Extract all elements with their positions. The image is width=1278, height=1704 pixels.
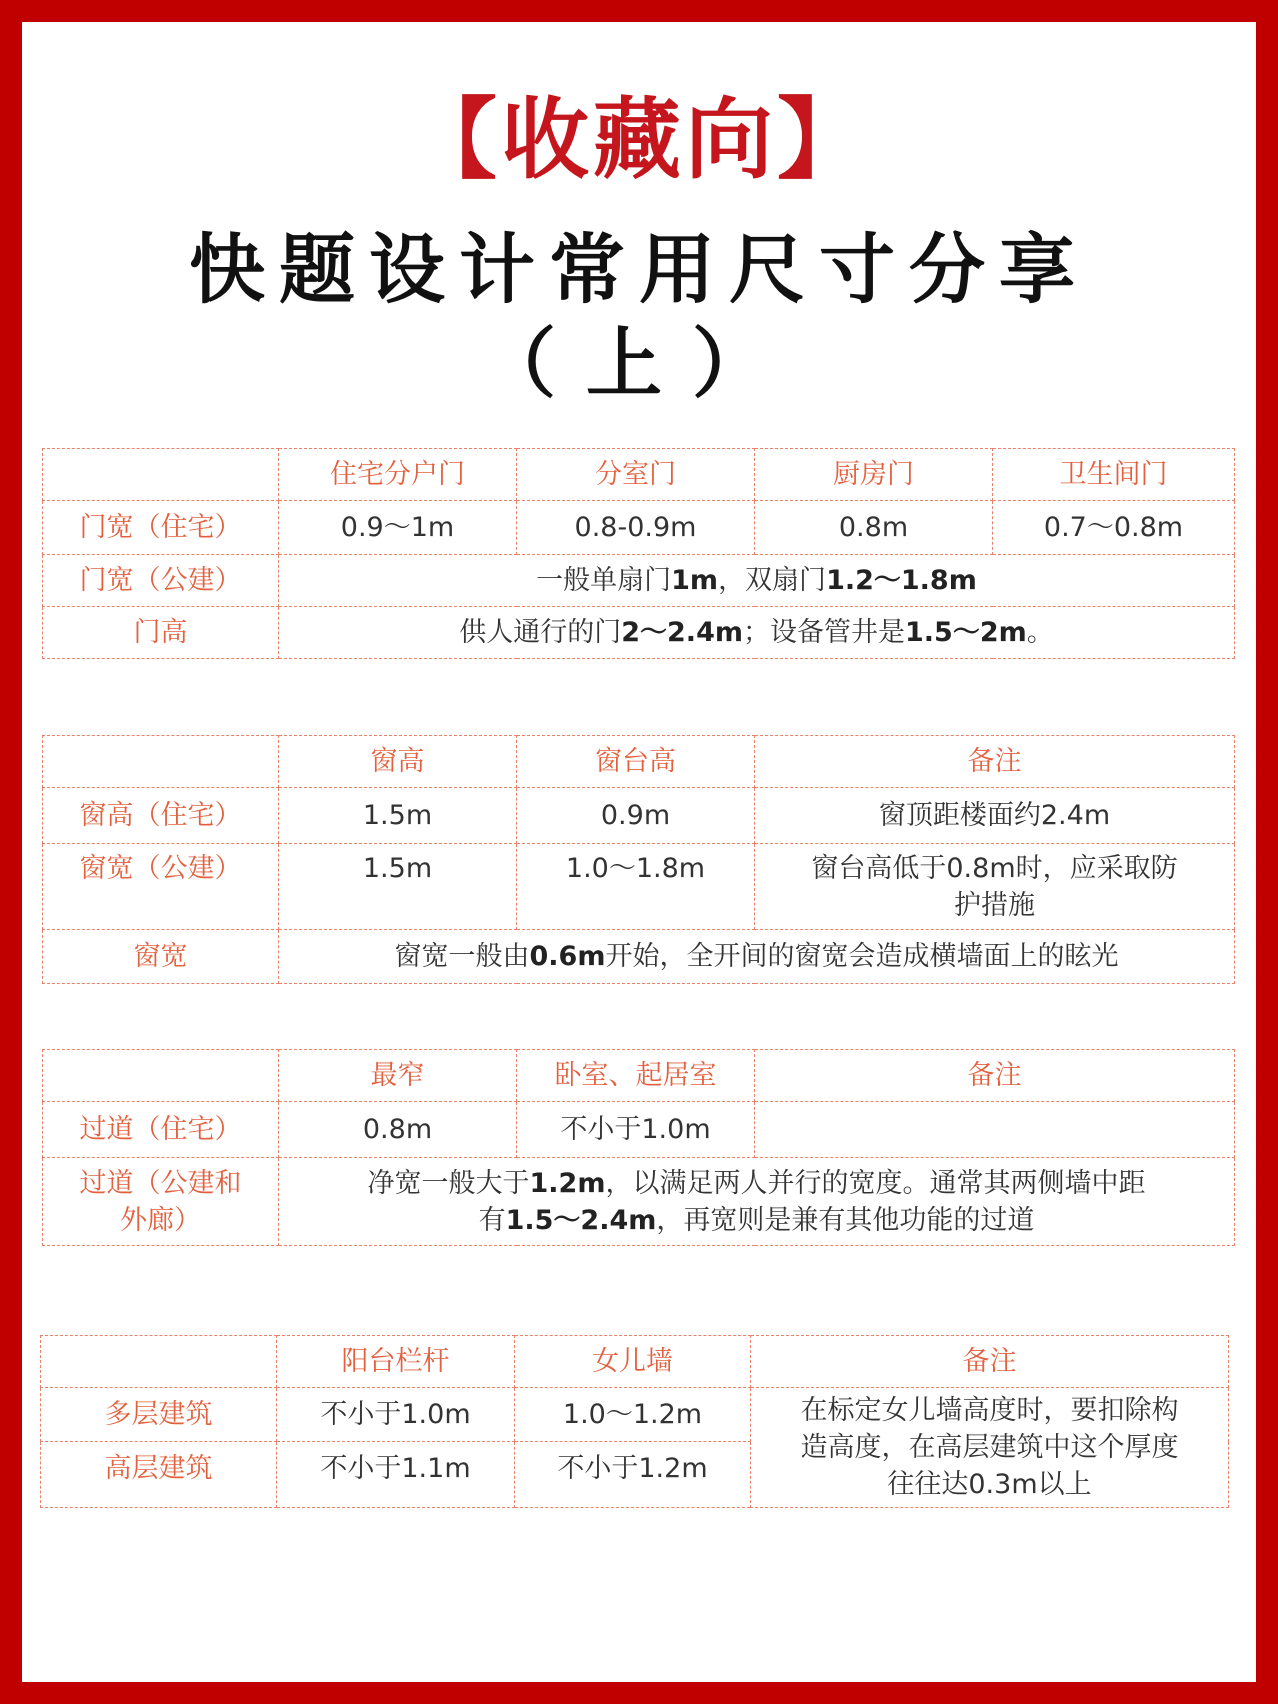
header-cell: 备注 (751, 1336, 1229, 1388)
table-cell: 0.8m (755, 501, 993, 555)
table-cell: 1.5m (279, 788, 517, 844)
table-cell: 不小于1.0m (517, 1102, 755, 1158)
row-label: 窗宽 (43, 930, 279, 984)
table-header-row (43, 1050, 1235, 1102)
table-cell (755, 1102, 1235, 1158)
table-cell: 1.0～1.2m (515, 1388, 751, 1442)
page-title: 快题设计常用尺寸分享 (189, 225, 1089, 314)
header-cell: 备注 (755, 736, 1235, 788)
table-cell: 1.5m (279, 844, 517, 930)
label-line: 外廊） (120, 1204, 201, 1236)
table-cell: 窗顶距楼面约2.4m (755, 788, 1235, 844)
cell-line (285, 1165, 1228, 1202)
cell-text: 净宽一般大于 (367, 1167, 530, 1199)
page-frame (22, 22, 1256, 1682)
cell-line (285, 1202, 1228, 1239)
table-row (43, 930, 1235, 984)
table-row (43, 555, 1235, 607)
cell-bold-value: 1.5～2m (905, 617, 1027, 648)
note-line: 在标定女儿墙高度时，要扣除构 (800, 1395, 1179, 1426)
header-cell: 窗高 (279, 736, 517, 788)
note-line: 窗台高低于0.8m时，应采取防 (811, 852, 1178, 884)
cell-bold-value: 1.2m (529, 1167, 606, 1199)
table-cell: 0.9m (517, 788, 755, 844)
cell-text: 有 (478, 1204, 506, 1236)
table-header-row (43, 449, 1235, 501)
header-cell: 女儿墙 (515, 1336, 751, 1388)
header-cell: 最窄 (279, 1050, 517, 1102)
table-cell (755, 844, 1235, 930)
table-row (43, 1158, 1235, 1246)
table-row (43, 788, 1235, 844)
table-cell (751, 1388, 1229, 1508)
header-cell: 分室门 (517, 449, 755, 501)
table-cell (279, 607, 1235, 659)
table-cell: 不小于1.1m (277, 1442, 515, 1508)
railing-size-table (40, 1335, 1229, 1508)
cell-bold-value: 1.5～2.4m (505, 1204, 657, 1236)
label-line: 过道（公建和 (79, 1167, 242, 1199)
table-header-row (43, 736, 1235, 788)
header-cell: 厨房门 (755, 449, 993, 501)
table-header-row (41, 1336, 1229, 1388)
note-line: 护措施 (954, 889, 1035, 921)
row-label: 窗宽（公建） (43, 844, 279, 930)
table-cell: 0.9～1m (279, 501, 517, 555)
table-row (43, 1102, 1235, 1158)
table-cell (279, 555, 1235, 607)
cell-text: ，再宽则是兼有其他功能的过道 (656, 1204, 1035, 1236)
page-subtitle: （上） (480, 319, 798, 408)
table-cell: 不小于1.2m (515, 1442, 751, 1508)
row-label: 窗高（住宅） (43, 788, 279, 844)
header-cell (43, 736, 279, 788)
header-cell: 住宅分户门 (279, 449, 517, 501)
row-label: 门高 (43, 607, 279, 659)
cell-text: ，双扇门 (718, 565, 827, 596)
header-cell (43, 449, 279, 501)
header-cell (41, 1336, 277, 1388)
table-cell: 0.8-0.9m (517, 501, 755, 555)
header-cell (43, 1050, 279, 1102)
cell-bold-value: 2～2.4m (621, 617, 743, 648)
table-cell (279, 930, 1235, 984)
header-cell: 卧室、起居室 (517, 1050, 755, 1102)
cell-text: 一般单扇门 (536, 565, 672, 596)
row-label: 高层建筑 (41, 1442, 277, 1508)
note-line: 往往达0.3m以上 (887, 1469, 1092, 1500)
table-row (43, 844, 1235, 930)
table-row (43, 607, 1235, 659)
row-label: 门宽（住宅） (43, 501, 279, 555)
row-label: 过道（住宅） (43, 1102, 279, 1158)
table-row (43, 501, 1235, 555)
note-line: 造高度，在高层建筑中这个厚度 (800, 1432, 1179, 1463)
row-label (43, 1158, 279, 1246)
window-size-table (42, 735, 1235, 984)
header-cell: 卫生间门 (993, 449, 1235, 501)
header-cell: 阳台栏杆 (277, 1336, 515, 1388)
cell-text: 。 (1026, 617, 1054, 648)
cell-bold-value: 1.2～1.8m (826, 565, 977, 596)
table-row (41, 1388, 1229, 1442)
collect-tag: 【收藏向】 (408, 87, 869, 191)
cell-text: ，以满足两人并行的宽度。通常其两侧墙中距 (605, 1167, 1146, 1199)
door-size-table (42, 448, 1235, 659)
row-label: 门宽（公建） (43, 555, 279, 607)
cell-bold-value: 1m (671, 565, 719, 596)
cell-text: 供人通行的门 (459, 617, 622, 648)
cell-text: 开始，全开间的窗宽会造成横墙面上的眩光 (605, 941, 1119, 972)
header-cell: 窗台高 (517, 736, 755, 788)
table-cell: 0.8m (279, 1102, 517, 1158)
row-label: 多层建筑 (41, 1388, 277, 1442)
table-cell: 1.0～1.8m (517, 844, 755, 930)
cell-text: 窗宽一般由 (394, 941, 530, 972)
table-cell (279, 1158, 1235, 1246)
corridor-size-table (42, 1049, 1235, 1246)
table-cell: 不小于1.0m (277, 1388, 515, 1442)
header-cell: 备注 (755, 1050, 1235, 1102)
cell-text: ；设备管井是 (743, 617, 905, 648)
table-cell: 0.7～0.8m (993, 501, 1235, 555)
cell-bold-value: 0.6m (529, 941, 606, 972)
